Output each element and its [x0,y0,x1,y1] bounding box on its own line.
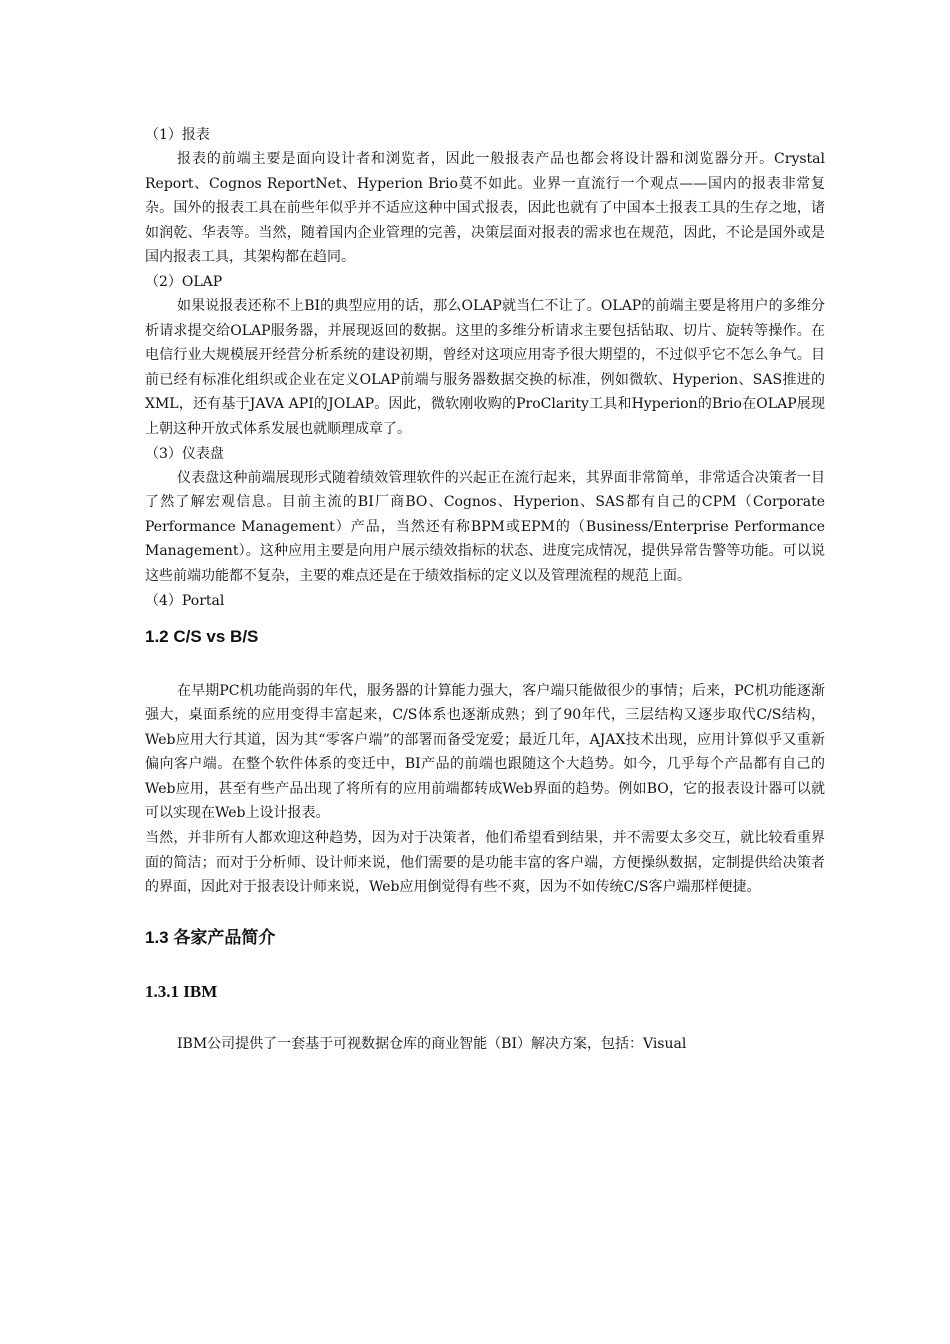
paragraph-cs-bs-2: 当然，并非所有人都欢迎这种趋势，因为对于决策者，他们希望看到结果，并不需要太多交互，就比较看重界面的简洁；而对于分析师、设计师来说，他们需要的是功能丰富的客户端，方便操纵数据，定制提供给决策者的界面，因此对于报表设计师来说，Web应用倒觉得有些不爽，因为不如传统C/S客户端那样便捷。 [145,830,825,896]
section-heading-ibm: 1.3.1 IBM [145,981,218,1001]
subsection-title-olap: （2）OLAP [145,273,223,290]
paragraph-report: 报表的前端主要是面向设计者和浏览者，因此一般报表产品也都会将设计器和浏览器分开。Crystal Report、Cognos ReportNet、Hyperion Brio莫不如此。业界一直流行一个观点——国内的报表非常复杂。国外的报表工具在前些年似乎并不适应这种中国式报表，因此也就有了中国本土报表工具的生存之地，诸如润乾、华表等。当然，随着国内企业管理的完善，决策层面对报表的需求也在规范，因此，不论是国外或是国内报表工具，其架构都在趋同。 [145,151,825,266]
subsection-title-report: （1）报表 [145,127,210,143]
document-page [145,123,825,1056]
paragraph-olap: 如果说报表还称不上BI的典型应用的话，那么OLAP就当仁不让了。OLAP的前端主要是将用户的多维分析请求提交给OLAP服务器，并展现返回的数据。这里的多维分析请求主要包括钻取、切片、旋转等操作。在电信行业大规模展开经营分析系统的建设初期，曾经对这项应用寄予很大期望的，不过似乎它不怎么争气。目前已经有标准化组织或企业在定义OLAP前端与服务器数据交换的标准，例如微软、Hyperion、SAS推进的XML，还有基于JAVA API的JOLAP。因此，微软刚收购的ProClarity工具和Hyperion的Brio在OLAP展现上朝这种开放式体系发展也就顺理成章了。 [145,297,825,437]
paragraph-dashboard: 仪表盘这种前端展现形式随着绩效管理软件的兴起正在流行起来，其界面非常简单，非常适合决策者一目了然了解宏观信息。目前主流的BI厂商BO、Cognos、Hyperion、SAS都有自己的CPM（Corporate Performance Management）产品，当然还有称BPM或EPM的（Business/Enterprise Performance Management）。这种应用主要是向用户展示绩效指标的状态、进度完成情况，提供异常告警等功能。可以说这些前端功能都不复杂，主要的难点还是在于绩效指标的定义以及管理流程的规范上面。 [145,469,825,584]
paragraph-cs-bs-1: 在早期PC机功能尚弱的年代，服务器的计算能力强大，客户端只能做很少的事情；后来，PC机功能逐渐强大，桌面系统的应用变得丰富起来，C/S体系也逐渐成熟；到了90年代，三层结构又逐步取代C/S结构，Web应用大行其道，因为其“零客户端”的部署而备受宠爱；最近几年，AJAX技术出现，应用计算似乎又重新偏向客户端。在整个软件体系的变迁中，BI产品的前端也跟随这个大趋势。如今，几乎每个产品都有自己的Web应用，甚至有些产品出现了将所有的应用前端都转成Web界面的趋势。例如BO，它的报表设计器可以就可以实现在Web上设计报表。 [145,682,825,822]
subsection-title-dashboard: （3）仪表盘 [145,445,224,462]
subsection-title-portal: （4）Portal [145,592,225,609]
section-heading-products: 1.3 各家产品简介 [145,927,276,947]
paragraph-ibm: IBM公司提供了一套基于可视数据仓库的商业智能（BI）解决方案，包括：Visual [177,1035,687,1052]
section-heading-cs-bs: 1.2 C/S vs B/S [145,626,259,646]
